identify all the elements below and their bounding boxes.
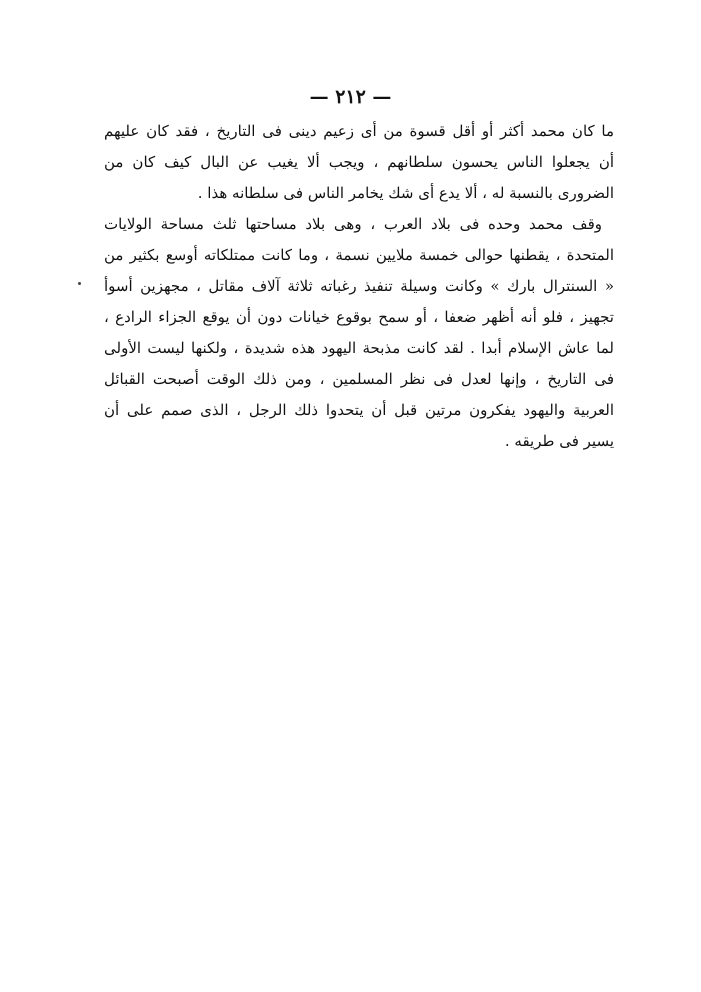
text-line: لما عاش الإسلام أبدا . لقد كانت مذبحة اليهود هذه شديدة ، ولكنها ليست الأولى <box>104 339 614 357</box>
text-line: يسير فى طريقه . <box>504 432 614 450</box>
text-line: ما كان محمد أكثر أو أقل قسوة من أى زعيم دينى فى التاريخ ، فقد كان عليهم <box>104 122 614 140</box>
ink-speck <box>78 282 81 285</box>
text-line: فى التاريخ ، وإنها لعدل فى نظر المسلمين ، ومن ذلك الوقت أصبحت القبائل <box>104 370 614 388</box>
text-line: أن يجعلوا الناس يحسون سلطانهم ، ويجب ألا يغيب عن البال كيف كان من <box>104 153 614 171</box>
text-line: العربية واليهود يفكرون مرتين قبل أن يتحدوا ذلك الرجل ، الذى صمم على أن <box>104 401 614 419</box>
text-line: الضرورى بالنسبة له ، ألا يدع أى شك يخامر الناس فى سلطانه هذا . <box>197 184 614 202</box>
text-line: المتحدة ، يقطنها حوالى خمسة ملايين نسمة ، وما كانت ممتلكاته أوسع بكثير من <box>104 246 614 264</box>
body-text <box>104 116 614 457</box>
text-line: « السنترال بارك » وكانت وسيلة تنفيذ رغباته ثلاثة آلاف مقاتل ، مجهزين أسوأ <box>104 277 614 295</box>
paragraph-start-line: وقف محمد وحده فى بلاد العرب ، وهى بلاد مساحتها ثلث مساحة الولايات <box>104 215 602 233</box>
text-line: تجهيز ، فلو أنه أظهر ضعفا ، أو سمح بوقوع خيانات دون أن يوقع الجزاء الرادع ، <box>104 308 614 326</box>
page-number: — ٢١٢ — <box>309 86 392 108</box>
